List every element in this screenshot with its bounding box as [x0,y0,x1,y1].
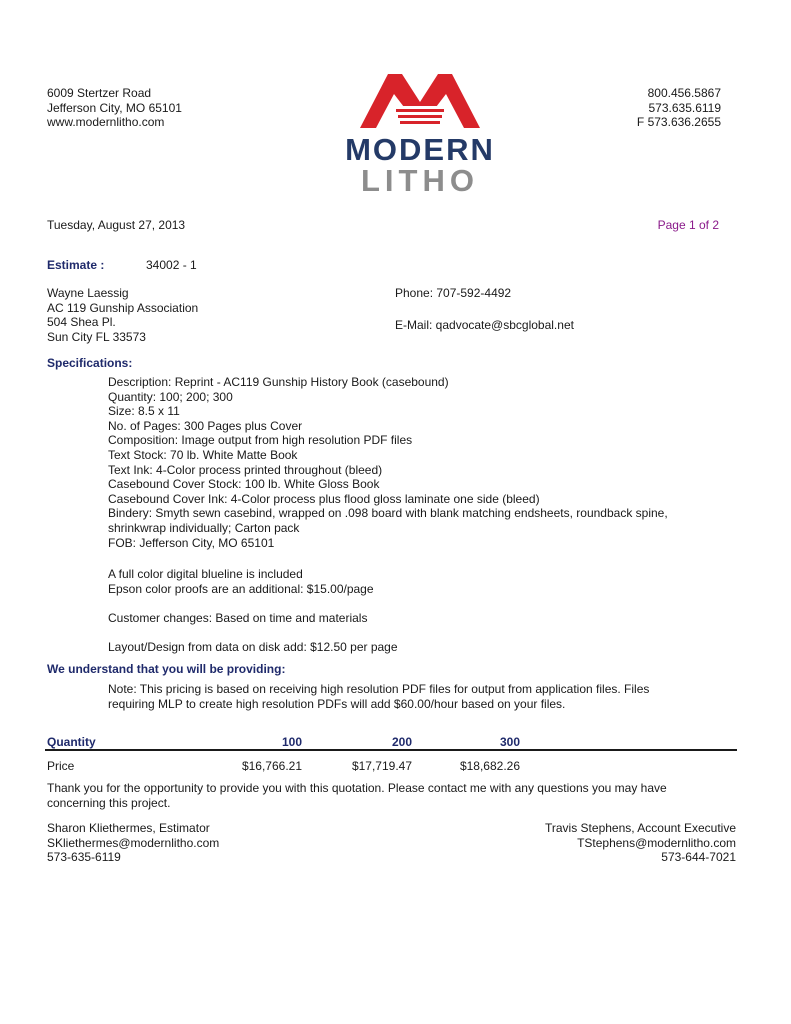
layout-design-note: Layout/Design from data on disk add: $12.50 per page [108,640,398,654]
providing-line: requiring MLP to create high resolution PDFs will add $60.00/hour based on your files. [108,696,566,711]
price-value: $16,766.21 [241,759,302,773]
table-rule [45,749,737,751]
spec-line: Casebound Cover Stock: 100 lb. White Gloss Book [108,477,380,492]
estimator-signature [47,821,219,865]
account-executive-name: Travis Stephens, Account Executive [545,821,736,835]
price-value: $17,719.47 [351,759,412,773]
spec-line: Composition: Image output from high resolution PDF files [108,433,413,448]
spec-line: Quantity: 100; 200; 300 [108,389,233,404]
logo-mark-icon [330,72,510,130]
address-line: 6009 Stertzer Road [47,86,152,100]
customer-email[interactable]: E-Mail: qadvocate@sbcglobal.net [395,318,574,332]
proof-note: A full color digital blueline is included [108,567,303,581]
closing-line: Thank you for the opportunity to provide you with this quotation. Please contact me with any questions you may have [47,781,667,795]
website-link[interactable]: www.modernlitho.com [47,115,165,130]
page-indicator: Page 1 of 2 [657,218,719,232]
company-phones [637,86,721,130]
spec-line: Description: Reprint - AC119 Gunship History Book (casebound) [108,375,449,389]
proof-notes [108,567,374,596]
company-address [47,86,182,130]
account-executive-phone: 573-644-7021 [661,850,736,865]
specifications-heading: Specifications: [47,356,133,370]
customer-phone: Phone: 707-592-4492 [395,286,512,300]
document-date: Tuesday, August 27, 2013 [47,218,186,232]
logo-word-litho: LITHO [361,162,479,198]
spec-line: Text Ink: 4-Color process printed throughout (bleed) [108,462,383,477]
estimate-label: Estimate : [47,258,105,272]
proof-note: Epson color proofs are an additional: $15.00/page [108,581,374,596]
closing-line: concerning this project. [47,795,171,810]
customer-name: Wayne Laessig [47,286,129,300]
specifications-list [108,375,668,550]
price-value: $18,682.26 [459,759,520,773]
quantity-value: 300 [499,735,520,749]
logo-word-modern: MODERN [345,131,495,167]
spec-line: shrinkwrap individually; Carton pack [108,520,300,535]
spec-line: Size: 8.5 x 11 [108,404,180,419]
spec-line: No. of Pages: 300 Pages plus Cover [108,418,303,433]
spec-line: Casebound Cover Ink: 4-Color process plus flood gloss laminate one side (bleed) [108,491,540,506]
estimator-name: Sharon Kliethermes, Estimator [47,821,210,835]
estimate-number: 34002 - 1 [146,258,197,272]
quantity-value: 100 [281,735,302,749]
fax-line: F 573.636.2655 [636,115,721,130]
phone-line: 573.635.6119 [648,100,721,115]
quantity-value: 200 [391,735,412,749]
modern-litho-logo [330,72,510,198]
spec-line: Bindery: Smyth sewn casebind, wrapped on .098 board with blank matching endsheets, roundback spine, [108,506,668,521]
customer-organization: AC 119 Gunship Association [47,300,199,315]
providing-note [108,682,649,711]
customer-address [47,286,198,344]
estimator-email[interactable]: SKliethermes@modernlitho.com [47,835,220,850]
providing-heading: We understand that you will be providing: [47,662,286,676]
spec-line: FOB: Jefferson City, MO 65101 [108,535,275,550]
spec-line: Text Stock: 70 lb. White Matte Book [108,447,298,462]
providing-line: Note: This pricing is based on receiving high resolution PDF files for output from application files. Files [108,682,650,696]
customer-changes-note: Customer changes: Based on time and materials [108,611,368,625]
account-executive-signature [545,821,736,865]
phone-line: 800.456.5867 [647,86,721,100]
estimator-phone: 573-635-6119 [47,850,121,865]
customer-city: Sun City FL 33573 [47,329,146,344]
account-executive-email[interactable]: TStephens@modernlitho.com [577,835,736,850]
customer-street: 504 Shea Pl. [47,315,116,330]
address-line: Jefferson City, MO 65101 [47,100,182,115]
closing-message [47,781,667,810]
price-label: Price [47,759,75,773]
quantity-label: Quantity [47,735,96,749]
